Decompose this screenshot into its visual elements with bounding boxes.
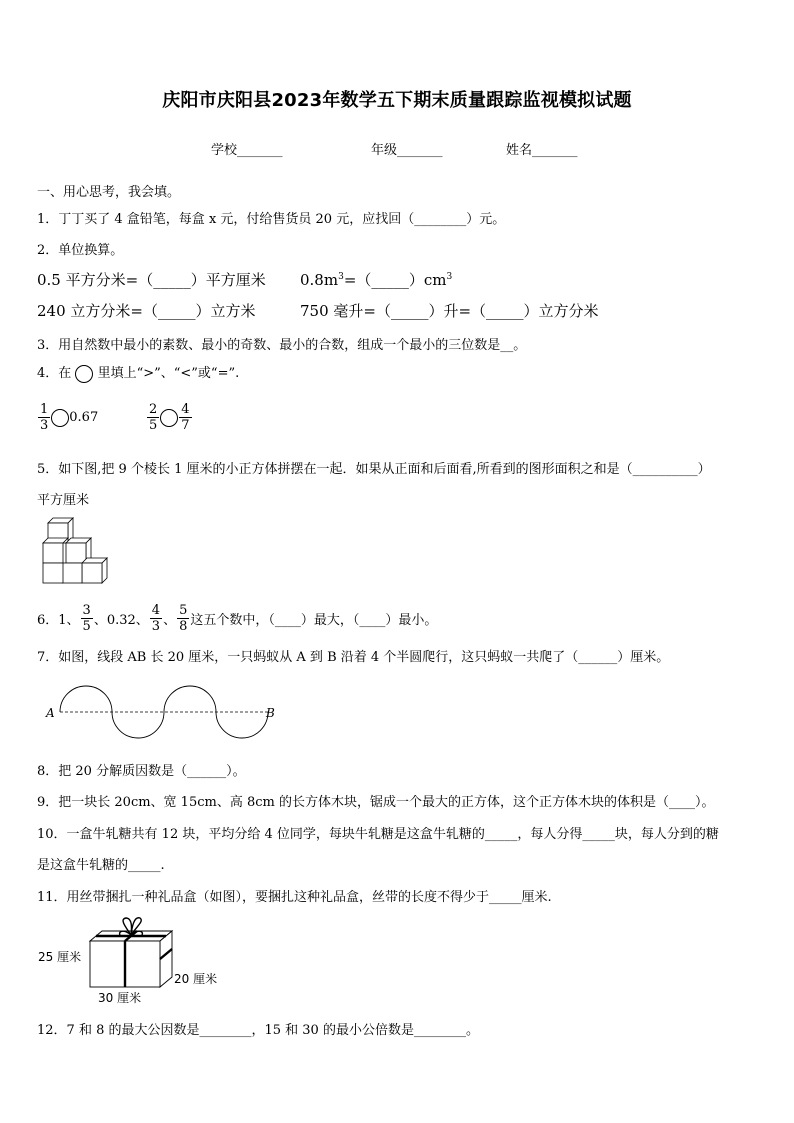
section-heading: 一、用心思考，我会填。 (37, 185, 181, 200)
question-11: 11．用丝带捆扎一种礼品盒（如图），要捆扎这种礼品盒，丝带的长度不得少于_____厘米. (37, 890, 552, 905)
fraction: $\frac{4}{7}$ (181, 402, 190, 433)
q2-line2b: 750 毫升=（_____）升=（_____）立方分米 (300, 302, 599, 320)
length-label: 30 厘米 (98, 991, 142, 1005)
fraction: $\frac{5}{8}$ (179, 603, 188, 634)
semicircle-path-figure (40, 678, 280, 728)
fraction: $\frac{2}{5}$ (149, 402, 158, 433)
fraction: $\frac{3}{5}$ (82, 603, 91, 634)
question-7: 7．如图，线段 AB 长 20 厘米，一只蚂蚁从 A 到 B 沿着 4 个半圆爬行，这只蚂蚁一共爬了（______）厘米。 (37, 650, 670, 665)
question-10: 10．一盒牛轧糖共有 12 块，平均分给 4 位同学，每块牛轧糖是这盒牛轧糖的_____，每人分得_____块，每人分到的糖 (37, 827, 719, 842)
compare-circle-icon (75, 365, 93, 383)
point-b-label: B (266, 706, 275, 720)
fraction: $\frac{4}{3}$ (151, 603, 161, 634)
page-title: 庆阳市庆阳县2023年数学五下期末质量跟踪监视模拟试题 (162, 90, 632, 111)
question-9: 9．把一块长 20cm、宽 15cm、高 8cm 的长方体木块，锯成一个最大的正方体，这个正方体木块的体积是（____）。 (37, 795, 715, 810)
question-10-cont: 是这盒牛轧糖的_____. (37, 858, 165, 873)
q4-item-1: $\frac{1}{3}$ 0.67 (40, 402, 99, 433)
question-4: 4．在 里填上“>”、“<”或“=”. (37, 366, 240, 381)
compare-circle-icon (160, 409, 178, 427)
q2-line1b: $0.8m^3=(\_\_\_\_\_)cm^3$ (300, 271, 453, 289)
question-12: 12．7 和 8 的最大公因数是________，15 和 30 的最小公倍数是________。 (37, 1023, 479, 1038)
fraction: $\frac{1}{3}$ (40, 402, 49, 433)
question-6: 6．1、 $\frac{3}{5}$ 、0.32、 $\frac{4}{3}$ 、 $\frac{5}{8}$ 这五个数中，（____）最大，（____）最小。 (37, 603, 438, 634)
width-label: 20 厘米 (174, 972, 218, 986)
q2-line2a: 240 立方分米=（_____）立方米 (37, 302, 256, 320)
cubes-figure (40, 515, 112, 587)
q2-line1a: 0.5 平方分米=（_____）平方厘米 (37, 271, 266, 289)
grade-field: 年级_______ (371, 143, 443, 158)
q4-item-2 (146, 402, 193, 433)
gift-box-figure (36, 915, 236, 1010)
point-a-label: A (46, 706, 55, 720)
compare-circle-icon (51, 409, 69, 427)
question-8: 8．把 20 分解质因数是（______）。 (37, 764, 246, 779)
name-field: 姓名_______ (506, 143, 578, 158)
height-label: 25 厘米 (38, 950, 82, 964)
question-5: 5．如下图,把 9 个棱长 1 厘米的小正方体拼摆在一起．如果从正面和后面看,所看到的图形面积之和是（__________） (37, 462, 711, 477)
question-1: 1．丁丁买了 4 盒铅笔，每盒 x 元，付给售货员 20 元，应找回（________）元。 (37, 212, 506, 227)
school-field: 学校_______ (211, 143, 283, 158)
question-2: 2．单位换算。 (37, 243, 124, 258)
question-5-cont: 平方厘米 (37, 493, 90, 508)
question-3: 3．用自然数中最小的素数、最小的奇数、最小的合数，组成一个最小的三位数是__。 (37, 338, 527, 353)
